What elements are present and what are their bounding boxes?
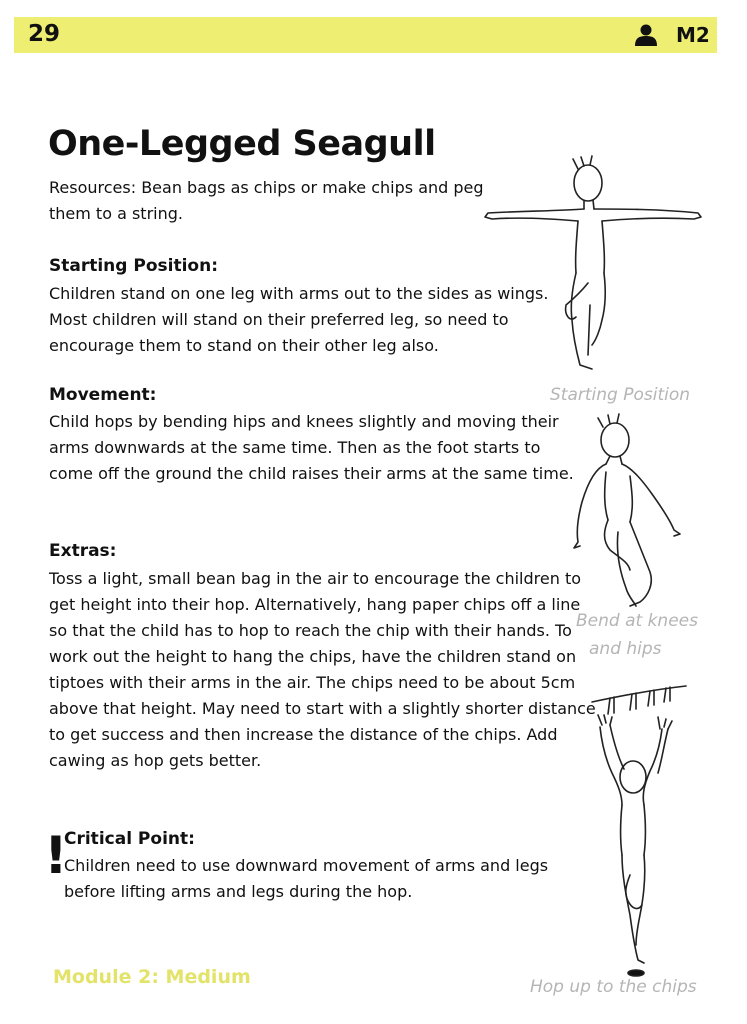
- chips-line: [590, 680, 690, 720]
- movement-body: Child hops by bending hips and knees slightly and moving their arms downwards at the same time. Then as the foot starts to come off the ground the child raises their arms at the same time.: [49, 412, 574, 483]
- starting-position-figure: [480, 155, 705, 380]
- module-code: M2: [676, 23, 710, 47]
- caption-starting-position: Starting Position: [550, 385, 691, 405]
- caption-bend-line2: and hips: [589, 639, 662, 659]
- starting-position-body: Children stand on one leg with arms out to the sides as wings. Most children will stand on their preferred leg, so need to encourage them to stand on their other leg also.: [49, 284, 549, 355]
- footer-module-label: Module 2: Medium: [53, 966, 251, 988]
- header-bar: [14, 17, 717, 53]
- critical-point-heading: Critical Point:: [64, 829, 195, 849]
- bend-figure: [570, 412, 690, 612]
- extras-body: Toss a light, small bean bag in the air to encourage the children to get height into their hop. Alternatively, hang paper chips off a line so that the child has to hop to reach the chip with their hands. To work out the height to hang the chips, have the children stand on tiptoes with their arms in the air. The chips need to be about 5cm above that height. May need to start with a slightly shorter distance to get success and then increase the distance of the chips. Add cawing as hop gets better.: [49, 569, 596, 770]
- critical-point-mark: !: [44, 826, 68, 886]
- page-number: 29: [28, 21, 61, 47]
- critical-point-body: Children need to use downward movement of arms and legs before lifting arms and legs during the hop.: [64, 856, 549, 901]
- extras-heading: Extras:: [49, 541, 117, 561]
- caption-hop: Hop up to the chips: [530, 977, 697, 997]
- person-icon: [634, 24, 658, 46]
- caption-bend-line1: Bend at knees: [576, 611, 698, 631]
- movement-heading: Movement:: [49, 385, 157, 405]
- hop-figure: [592, 715, 682, 980]
- resources-text: Resources: Bean bags as chips or make chips and peg them to a string.: [49, 178, 484, 223]
- starting-position-heading: Starting Position:: [49, 256, 218, 276]
- page-title: One-Legged Seagull: [48, 124, 436, 164]
